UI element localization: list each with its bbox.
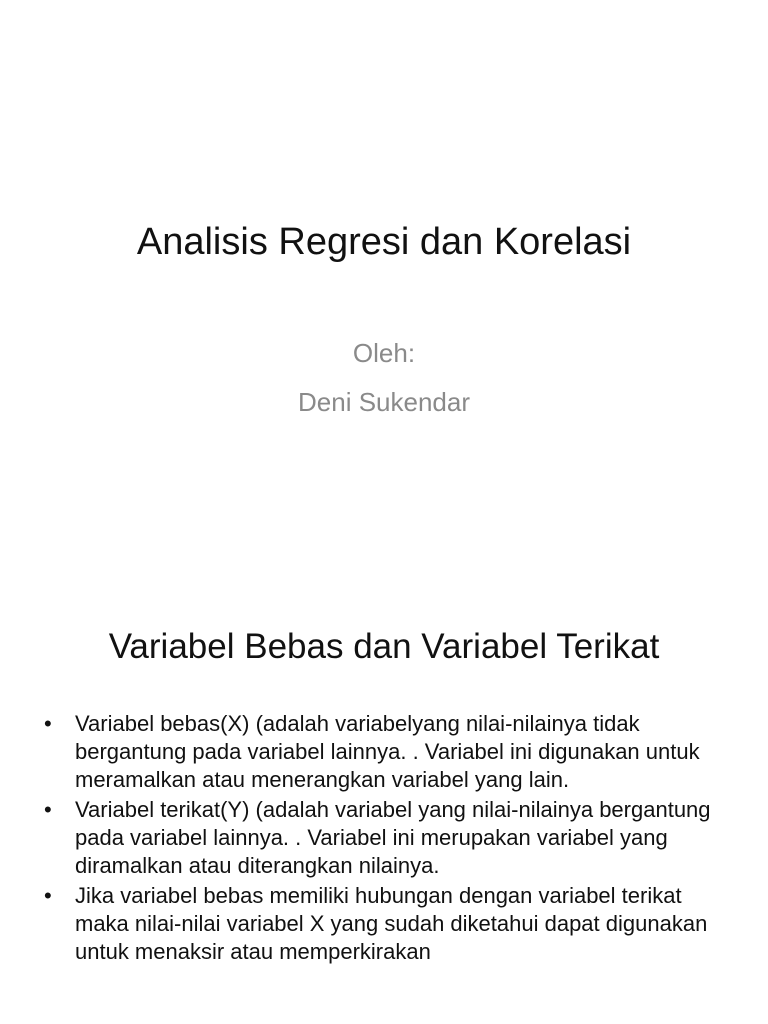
content-slide: [0, 576, 768, 1024]
bullet-text: Jika variabel bebas memiliki hubungan dengan variabel terikat maka nilai-nilai variabel X yang sudah diketahui dapat digunakan untuk menaksir atau memperkirakan: [75, 883, 708, 964]
bullet-text: Variabel bebas(X) (adalah variabelyang nilai-nilainya tidak bergantung pada variabel lainnya. . Variabel ini digunakan untuk meramalkan atau menerangkan variabel yang lain.: [75, 711, 700, 792]
list-item: [42, 796, 734, 880]
author-label: Oleh:: [352, 338, 416, 368]
bullet-icon: •: [44, 797, 52, 822]
list-item: [42, 710, 734, 794]
author-name: Deni Sukendar: [298, 387, 470, 417]
list-item: [42, 882, 734, 966]
bullet-text: Variabel terikat(Y) (adalah variabel yang nilai-nilainya bergantung pada variabel lainnya. . Variabel ini merupakan variabel yang diramalkan atau diterangkan nilainya.: [75, 797, 711, 878]
bullet-icon: •: [44, 711, 52, 736]
slide-title: Variabel Bebas dan Variabel Terikat: [108, 627, 660, 666]
slide-title: Analisis Regresi dan Korelasi: [136, 221, 632, 263]
bullet-list: [42, 710, 734, 968]
bullet-icon: •: [44, 883, 52, 908]
